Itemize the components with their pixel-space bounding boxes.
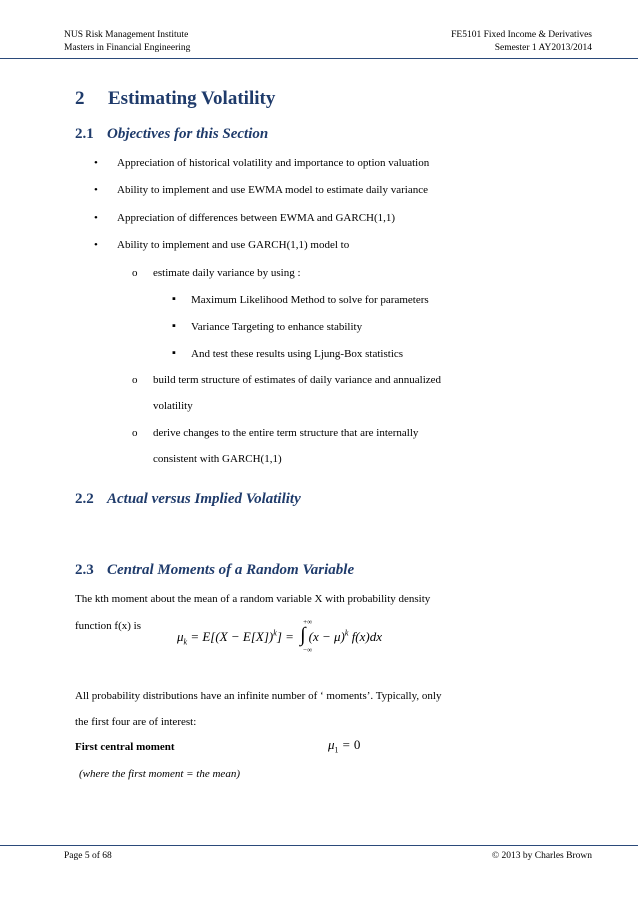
subsection-2-1-heading — [75, 126, 268, 143]
sub-item: derive changes to the entire term structure that are internally — [153, 427, 419, 439]
objective-item: Appreciation of differences between EWMA and GARCH(1,1) — [117, 212, 396, 224]
header-institute: NUS Risk Management Institute — [64, 30, 189, 40]
integral-sign-icon: ∫ +∞ −∞ — [300, 618, 313, 654]
subsection-number: 2.2 — [75, 491, 94, 507]
bullet-square-icon: ▪ — [172, 347, 176, 359]
objective-item: Appreciation of historical volatility and importance to option valuation — [117, 157, 430, 169]
bullet-circle-icon: o — [132, 267, 138, 279]
bullet-dot-icon: • — [94, 239, 98, 251]
sub-sub-item: And test these results using Ljung-Box statistics — [191, 348, 404, 360]
central-moment-equation: $\mu_k = E[(X - E[X])^k]$ = ∫ +∞ −∞ $(x - \mu)^k$ f(x)dx — [177, 618, 382, 654]
first-moment-label: First central moment — [75, 741, 175, 753]
subsection-number: 2.1 — [75, 126, 94, 142]
sub-sub-item: Variance Targeting to enhance stability — [191, 321, 363, 333]
subsection-title: Central Moments of a Random Variable — [107, 562, 355, 578]
header-rule — [0, 58, 638, 59]
section-number: 2 — [75, 88, 85, 109]
sub-item: estimate daily variance by using : — [153, 267, 301, 279]
header-course: FE5101 Fixed Income & Derivatives — [451, 30, 592, 40]
bullet-circle-icon: o — [132, 427, 138, 439]
first-moment-note: (where the first moment = the mean) — [79, 768, 240, 780]
subsection-number: 2.3 — [75, 562, 94, 578]
paragraph-line: The kth moment about the mean of a random variable X with probability density — [75, 593, 431, 605]
objective-item: Ability to implement and use EWMA model to estimate daily variance — [117, 184, 428, 196]
header-right — [451, 29, 592, 55]
sub-item: build term structure of estimates of daily variance and annualized — [153, 374, 442, 386]
header-program: Masters in Financial Engineering — [64, 43, 191, 53]
bullet-square-icon: ▪ — [172, 293, 176, 305]
first-moment-equation: $\mu_1 = 0$ — [328, 737, 361, 755]
subsection-2-2-heading — [75, 491, 301, 508]
bullet-dot-icon: • — [94, 157, 98, 169]
paragraph-line: All probability distributions have an infinite number of ‘ moments’. Typically, only — [75, 690, 442, 702]
bullet-dot-icon: • — [94, 212, 98, 224]
subsection-title: Actual versus Implied Volatility — [107, 491, 301, 507]
subsection-title: Objectives for this Section — [107, 126, 269, 142]
paragraph-line: function f(x) is — [75, 620, 141, 632]
header-left — [64, 29, 190, 55]
footer-rule — [0, 845, 638, 846]
sub-item-continuation: volatility — [153, 400, 193, 412]
sub-item-continuation: consistent with GARCH(1,1) — [153, 453, 282, 465]
sub-sub-item: Maximum Likelihood Method to solve for parameters — [191, 294, 429, 306]
section-title: Estimating Volatility — [108, 88, 276, 109]
bullet-square-icon: ▪ — [172, 320, 176, 332]
bullet-dot-icon: • — [94, 184, 98, 196]
paragraph-line: the first four are of interest: — [75, 716, 197, 728]
copyright: © 2013 by Charles Brown — [491, 851, 592, 861]
page-number: Page 5 of 68 — [64, 851, 112, 861]
subsection-2-3-heading — [75, 562, 354, 579]
bullet-circle-icon: o — [132, 374, 138, 386]
header-semester: Semester 1 AY2013/2014 — [494, 43, 592, 53]
section-heading — [75, 88, 275, 110]
objective-item: Ability to implement and use GARCH(1,1) model to — [117, 239, 350, 251]
